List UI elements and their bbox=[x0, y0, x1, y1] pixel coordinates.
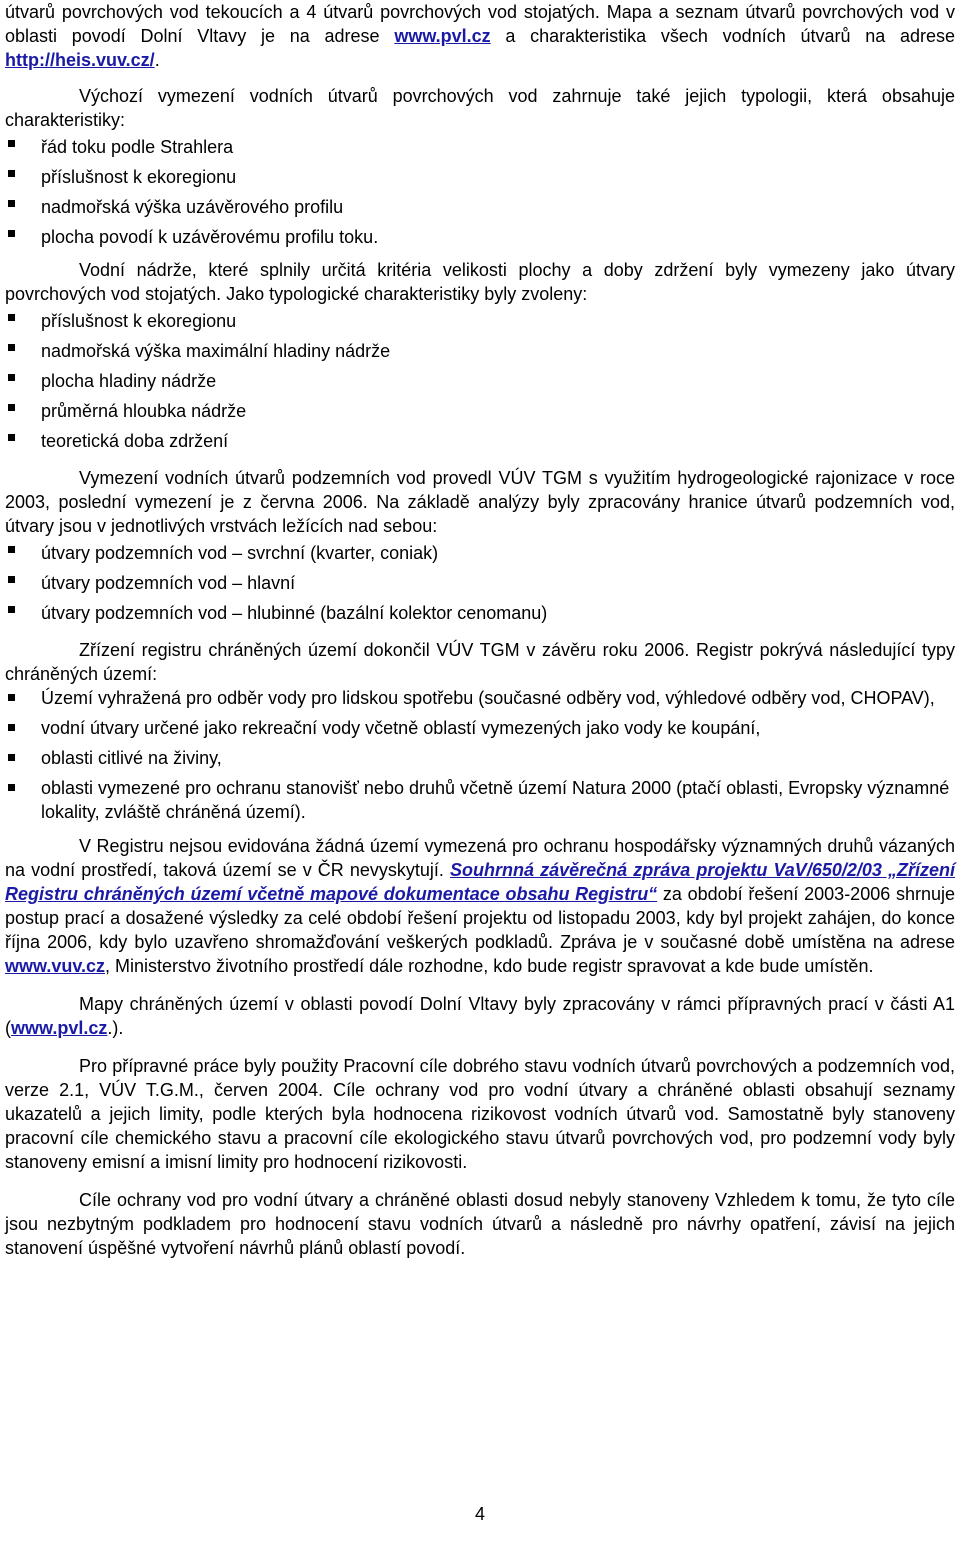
list-reservoirs bbox=[5, 306, 955, 456]
text: . bbox=[154, 50, 160, 70]
link-heis[interactable]: http://heis.vuv.cz/ bbox=[5, 50, 155, 70]
list-item: nadmořská výška maximální hladiny nádrže bbox=[5, 336, 955, 366]
link-vuv[interactable]: www.vuv.cz bbox=[5, 956, 106, 976]
list-item: oblasti vymezené pro ochranu stanovišť nebo druhů včetně území Natura 2000 (ptačí oblasti, Evropsky významné lokality, zvláště chráněná území). bbox=[5, 776, 955, 824]
list-item: oblasti citlivé na živiny, bbox=[5, 746, 955, 770]
list-item: řád toku podle Strahlera bbox=[5, 132, 955, 162]
list-item: plocha povodí k uzávěrovému profilu toku. bbox=[5, 222, 955, 252]
list-item: příslušnost k ekoregionu bbox=[5, 306, 955, 336]
paragraph-intro bbox=[5, 0, 955, 72]
link-final-report[interactable]: Souhrnná závěrečná zpráva projektu VaV/650/2/03 „Zřízení Registru chráněných území včetně mapové dokumentace obsahu Registru“ bbox=[5, 860, 955, 904]
list-protected-areas bbox=[5, 686, 955, 824]
text: útvarů povrchových vod tekoucích a 4 útvarů povrchových vod stojatých. Mapa a seznam útvarů povrchových vod v oblasti povodí Dolní Vltavy je na adrese bbox=[5, 2, 955, 46]
text: , Ministerstvo životního prostředí dále rozhodne, kdo bude registr spravovat a kde bude umístěn. bbox=[105, 956, 874, 976]
paragraph-protection-goals: Cíle ochrany vod pro vodní útvary a chráněné oblasti dosud nebyly stanoveny Vzhledem k tomu, že tyto cíle jsou nezbytným podkladem pro hodnocení stavu vodních útvarů a následně pro návrhy opatření, závisí na jejich stanovení úspěšné vytvoření návrhů plánů oblastí povodí. bbox=[5, 1190, 955, 1258]
list-item: Území vyhražená pro odběr vody pro lidskou spotřebu (současné odběry vod, výhledové odběry vod, CHOPAV), bbox=[5, 686, 955, 710]
text: Mapy chráněných území v oblasti povodí Dolní Vltavy byly zpracovány v rámci přípravných prací v části A1 ( bbox=[5, 994, 955, 1038]
list-item: průměrná hloubka nádrže bbox=[5, 396, 955, 426]
text: za období řešení 2003-2006 shrnuje postup prací a dosažené výsledky za celé období řešení projektu od listopadu 2003, kdy byl projekt zahájen, do konce října 2006, kdy bylo uzavřeno shromažďování veškerých podkladů. Zpráva je v současné době umístěna na adrese bbox=[5, 884, 955, 952]
list-typology bbox=[5, 132, 955, 252]
link-pvl[interactable]: www.pvl.cz bbox=[394, 26, 491, 46]
paragraph-registry-report bbox=[5, 834, 955, 978]
paragraph-maps bbox=[5, 992, 955, 1040]
paragraph-registry: Zřízení registru chráněných území dokončil VÚV TGM v závěru roku 2006. Registr pokrývá následující typy chráněných území: bbox=[5, 640, 955, 684]
link-pvl-2[interactable]: www.pvl.cz bbox=[11, 1018, 108, 1038]
list-groundwater bbox=[5, 538, 955, 628]
list-item: vodní útvary určené jako rekreační vody včetně oblastí vymezených jako vody ke koupání, bbox=[5, 716, 955, 740]
paragraph-typology: Výchozí vymezení vodních útvarů povrchových vod zahrnuje také jejich typologii, která obsahuje charakteristiky: bbox=[5, 86, 955, 130]
page-number: 4 bbox=[474, 1504, 485, 1524]
list-item: útvary podzemních vod – hlavní bbox=[5, 568, 955, 598]
list-item: útvary podzemních vod – hlubinné (bazální kolektor cenomanu) bbox=[5, 598, 955, 628]
paragraph-groundwater: Vymezení vodních útvarů podzemních vod provedl VÚV TGM s využitím hydrogeologické rajonizace v roce 2003, poslední vymezení je z června 2006. Na základě analýzy byly zpracovány hranice útvarů podzemních vod, útvary jsou v jednotlivých vrstvách ležících nad sebou: bbox=[5, 468, 955, 536]
list-item: teoretická doba zdržení bbox=[5, 426, 955, 456]
list-item: příslušnost k ekoregionu bbox=[5, 162, 955, 192]
list-item: nadmořská výška uzávěrového profilu bbox=[5, 192, 955, 222]
list-item: útvary podzemních vod – svrchní (kvarter, coniak) bbox=[5, 538, 955, 568]
text: .). bbox=[107, 1018, 124, 1038]
paragraph-goals: Pro přípravné práce byly použity Pracovní cíle dobrého stavu vodních útvarů povrchových a podzemních vod, verze 2.1, VÚV T.G.M., červen 2004. Cíle ochrany vod pro vodní útvary a chráněné oblasti obsahují seznamy ukazatelů a jejich limity, podle kterých byla hodnocena rizikovost vodních útvarů vod. Samostatně byly stanoveny pracovní cíle chemického stavu a pracovní cíle ekologického stavu útvarů povrchových vod, pro podzemní vody byly stanoveny emisní a imisní limity pro hodnocení rizikovosti. bbox=[5, 1056, 955, 1172]
list-item: plocha hladiny nádrže bbox=[5, 366, 955, 396]
text: V Registru nejsou evidována žádná území vymezená pro ochranu hospodářsky významných druhů vázaných na vodní prostředí, taková území se v ČR nevyskytují. bbox=[5, 836, 955, 880]
text: a charakteristika všech vodních útvarů na adrese bbox=[490, 26, 956, 46]
paragraph-reservoirs: Vodní nádrže, které splnily určitá kritéria velikosti plochy a doby zdržení byly vymezeny jako útvary povrchových vod stojatých. Jako typologické charakteristiky byly zvoleny: bbox=[5, 260, 955, 304]
